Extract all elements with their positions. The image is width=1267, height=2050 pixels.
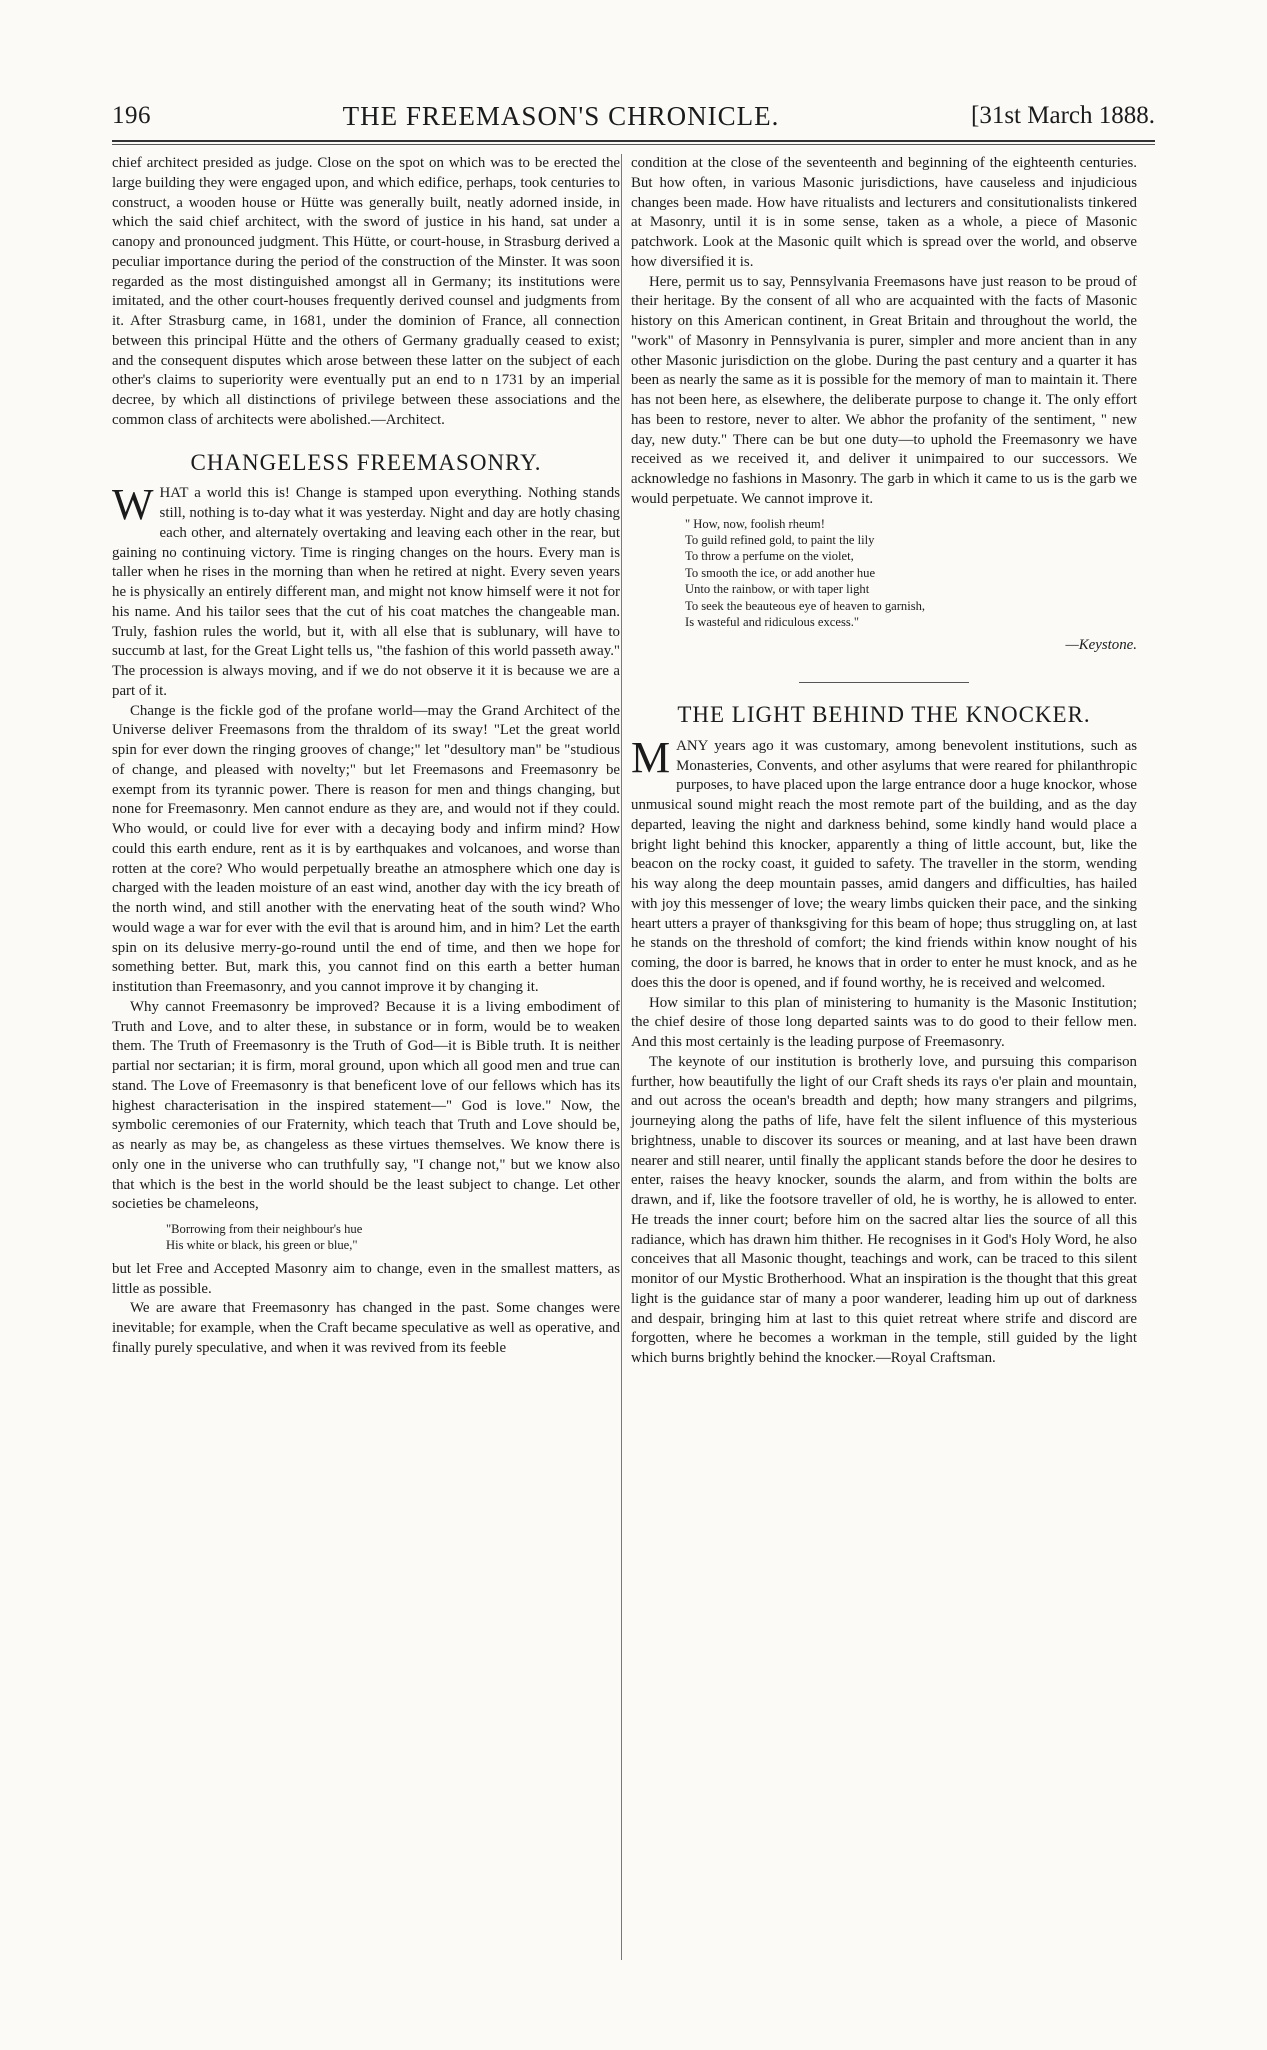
verse-line: To seek the beauteous eye of heaven to garnish, [685, 598, 926, 613]
changeless-paragraph-4: but let Free and Accepted Masonry aim to change, even in the smallest matters, as little as possible. [112, 1260, 620, 1297]
section-divider [799, 682, 969, 683]
knocker-paragraph-3: The keynote of our institution is brotherly love, and pursuing this comparison further, how beautifully the light of our Craft sheds its rays o'er plain and mountain, and out across the ocean's breadth and depth; how many strangers and pilgrims, journeying along the paths of life, have felt the silent influence of this mysterious brightness, unable to discover its sources or meaning, and at last have been drawn nearer and still nearer, until finally the applicant stands before the door he desires to enter, raises the heavy knocker, sounds the alarm, and from within the bolts are drawn, and if, like the footsore traveller of old, he is worthy, he is allowed to enter. He treads the inner court; before him on the sacred altar lies the source of all this radiance, which has drawn him thither. He recognises in it God's Holy Word, he also conceives that all Masonic thought, teachings and work, can be traced to this silent monitor of our Mystic Brotherhood. What an inspiration is the thought that this great light is the guidance star of many a poor wanderer, leading him up out of darkness and despair, bringing him at last to this quiet retreat where strife and discord are forgotten, where he becomes a workman in the temple, still guided by the light which burns brightly behind the knocker.—Royal Craftsman. [631, 1053, 1137, 1367]
headline-light-behind-knocker: THE LIGHT BEHIND THE KNOCKER. [677, 702, 1091, 728]
keystone-attribution: —Keystone. [1065, 637, 1137, 654]
changeless-paragraph-3: Why cannot Freemasonry be improved? Because it is a living embodiment of Truth and Love, and to alter these, in substance or in form, would be to weaken them. The Truth of Freemasonry is the Truth of God—it is Bible truth. It is neither partial nor sectarian; it is firm, moral ground, upon which all good men and true can stand. The Love of Freemasonry is that beneficent love of our fellows which has its highest characterisation in the inspired statement—" God is love." Now, the symbolic ceremonies of our Fraternity, which teach that Truth and Love should be, as nearly as may be, as changeless as these virtues themselves. We know there is only one in the universe who can truthfully say, "I change not," but we know also that which is the best in the world should be the least subject to change. Let other societies be chameleons, [112, 998, 620, 1213]
keystone-verse [685, 516, 1137, 631]
changeless-p1-text: HAT a world this is! Change is stamped upon everything. Nothing stands still, nothing is to-day what it was yesterday. Night and day are hotly chasing each other, and alternately overtaking and leaving each other in the rear, but gaining no continuing victory. Time is ringing changes on the hours. Every man is taller when he rises in the morning than when he retired at night. Every seven years he is physically an entirely different man, and might not know himself were it not for his name. And his tailor sees that the cut of his coat matches the changeable man. Truly, fashion rules the world, but it, with all else that is sublunary, will have to succumb at last, for the Great Light tells us, "the fashion of this world passeth away." The procession is always moving, and if we do not observe it it is because we are a part of it. [112, 485, 620, 699]
verse-line: To smooth the ice, or add another hue [685, 565, 876, 580]
chameleon-verse [166, 1221, 620, 1254]
changeless-paragraph-5: We are aware that Freemasonry has changed in the past. Some changes were inevitable; for example, when the Craft became speculative as well as operative, and finally purely speculative, and when it was revived from its feeble [112, 1300, 620, 1356]
changeless-paragraph-1 [112, 480, 620, 701]
knocker-p1-text: ANY years ago it was customary, among benevolent institutions, such as Monasteries, Convents, and other asylums that were reared for philanthropic purposes, to have placed upon the large entrance door a huge knockor, whose unmusical sound might reach the most remote part of the building, and as the day departed, leaving the night and darkness behind, some kindly hand would place a bright light behind this knocker, apparently a thing of little account, but, like the beacon on the rocky coast, it guided to safety. The traveller in the storm, wending his way along the deep mountain passes, amid dangers and difficulties, has hailed with joy this messenger of love; the weary limbs quicken their pace, and the sinking heart utters a prayer of thanksgiving for this beam of hope; thus struggling on, at last he stands on the threshold of comfort; the kind friends within know nought of his coming, the door is barred, he knows that in order to enter he must knock, and as he does this the door is opened, and if found worthy, he is received and welcomed. [631, 737, 1137, 991]
column-divider [621, 154, 622, 1960]
verse-line: "Borrowing from their neighbour's hue [166, 1222, 363, 1236]
changeless-continuation-2: Here, permit us to say, Pennsylvania Freemasons have just reason to be proud of their heritage. By the consent of all who are acquainted with the facts of Masonic history on this American continent, in Great Britain and throughout the world, the "work" of Masonry in Pennsylvania is purer, simpler and more ancient than in any other Masonic jurisdiction on the globe. During the past century and a quarter it has been as nearly the same as it is possible for the memory of man to maintain it. There has not been here, as elsewhere, the deliberate purpose to change it. The only effort has been to restore, never to alter. We abhor the profanity of the sentiment, " new day, new duty." There can be but one duty—to uphold the Freemasonry we have received as we received it, and deliver it unimpaired to our successors. We acknowledge no fashions in Masonry. The garb in which it came to us is the garb we would perpetuate. We cannot improve it. [631, 273, 1137, 507]
drop-cap-w: W [112, 480, 154, 530]
verse-line: " How, now, foolish rheum! [685, 516, 825, 531]
knocker-paragraph-2: How similar to this plan of ministering to humanity is the Masonic Institution; the chief desire of those long departed saints was to do good to their fellow men. And this most certainly is the leading purpose of Freemasonry. [631, 994, 1137, 1051]
verse-line: To guild refined gold, to paint the lily [685, 532, 875, 547]
verse-line: Unto the rainbow, or with taper light [685, 582, 870, 597]
headline-changeless-freemasonry: CHANGELESS FREEMASONRY. [190, 449, 542, 475]
changeless-continuation-1: condition at the close of the seventeenth and beginning of the eighteenth centuries. But how often, in various Masonic jurisdictions, have causeless and injudicious changes been made. How have ritualists and lecturers and consitutionalists tinkered at Masonry, until it is in some sense, taken as a whole, a piece of Masonic patchwork. Look at the Masonic quilt which is spread over the world, and observe how diversified it is. [631, 155, 1137, 270]
verse-line: His white or black, his green or blue," [166, 1238, 358, 1253]
header-rule [112, 140, 1155, 145]
right-column [631, 154, 1137, 1369]
page-header [112, 96, 1155, 136]
changeless-paragraph-2: Change is the fickle god of the profane world—may the Grand Architect of the Universe deliver Freemasons from the thraldom of its sway! "Let the great world spin for ever down the ringing grooves of change;" let "desultory man" be "studious of change, and pleased with novelty;" but let Freemasons and Freemasonry be exempt from its tyrannic power. There is reason for men and things changing, but none for Freemasonry. Men cannot endure as they are, and would not if they could. Who would, or could live for ever with a decaying body and infirm mind? How could this earth endure, rent as it is by earthquakes and volcanoes, and worse than rotten at the core? Who would perpetually breathe an atmosphere which one day is charged with the leaden moisture of an east wind, another day with the icy breath of the north wind, and still another with the enervating heat of the south wind? Who would wage a war for ever with the evil that is around him, and in him? Let the earth spin on its delusive merry-go-round until the end of time, and then we hope for something better. But, mark this, you cannot find on this earth a better human institution than Freemasonry, and you cannot improve it by changing it. [112, 702, 620, 995]
left-column [112, 154, 620, 1359]
knocker-paragraph-1 [631, 732, 1137, 994]
masthead-title: THE FREEMASON'S CHRONICLE. [342, 100, 780, 131]
drop-cap-m: M [631, 732, 671, 782]
architect-article-end: chief architect presided as judge. Close on the spot on which was to be erected the large building they were engaged upon, and which edifice, perhaps, took centuries to construct, a wooden house or Hütte was generally built, neatly adorned inside, in which the said chief architect, with the sword of justice in his hand, sat under a canopy and pronounced judgment. This Hütte, or court-house, in Strasburg derived a peculiar importance during the period of the construction of the Minster. It was soon regarded as the most distinguished amongst all in Germany; its institutions were imitated, and the other court-houses frequently derived counsel and judgments from it. After Strasburg came, in 1681, under the dominion of France, all connection between this principal Hütte and the others of Germany gradually ceased to exist; and the consequent disputes which arose between these latter on the subject of each other's claims to superiority were eventually put an end to n 1731 by an imperial decree, by which all distinctions of privilege between these associations and the common class of architects were abolished.—Architect. [112, 155, 620, 428]
verse-line: Is wasteful and ridiculous excess." [685, 614, 860, 629]
page-number: 196 [112, 102, 151, 129]
issue-date: [31st March 1888. [971, 102, 1155, 129]
verse-line: To throw a perfume on the violet, [685, 549, 854, 564]
